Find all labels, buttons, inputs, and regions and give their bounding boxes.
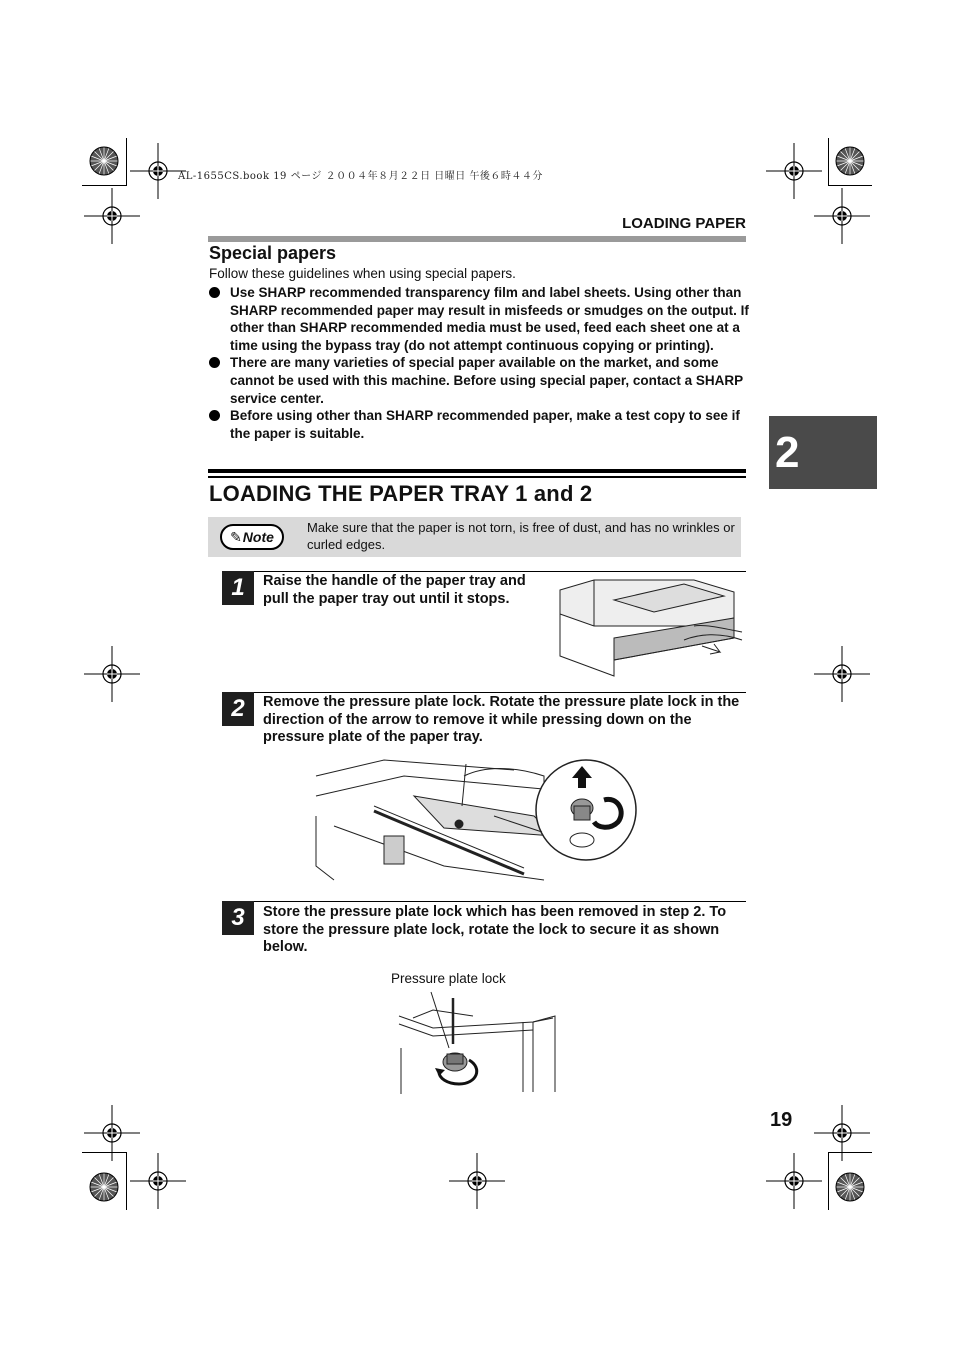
paper-tray-pull-illustration: [554, 578, 744, 682]
step-text: Store the pressure plate lock which has been removed in step 2. To store the pressure plate lock, rotate the lock to secure it as shown below.: [263, 904, 727, 956]
bullet-icon: [209, 357, 220, 368]
section-heading-special-papers: Special papers: [209, 243, 337, 263]
chapter-tab: 2: [769, 416, 877, 489]
step-number: 1: [222, 571, 254, 605]
step-number: 3: [222, 901, 254, 935]
page-title: LOADING THE PAPER TRAY 1 and 2: [209, 481, 593, 506]
step-rule: [222, 571, 746, 572]
pressure-plate-lock-removal-illustration: [314, 756, 639, 884]
bullet-icon: [209, 410, 220, 421]
running-head: LOADING PAPER: [622, 215, 746, 232]
header-rule: [208, 236, 746, 242]
step-rule: [222, 901, 746, 902]
special-papers-list: [209, 284, 749, 442]
special-papers-intro: Follow these guidelines when using special papers.: [209, 266, 516, 281]
step-text: Remove the pressure plate lock. Rotate the pressure plate lock in the direction of the arrow to remove it while pressing down on the pressure plate of the paper tray.: [263, 694, 740, 746]
list-item: Use SHARP recommended transparency film and label sheets. Using other than SHARP recommended paper may result in misfeeds or smudges on the output. If other than SHARP recommended media must be used, feed each sheet one at a time using the bypass tray (do not attempt continuous copying or printing).: [209, 284, 749, 354]
list-item: Before using other than SHARP recommended paper, make a test copy to see if the paper is suitable.: [209, 407, 749, 442]
pencil-icon: ✎: [230, 528, 242, 545]
note-text: Make sure that the paper is not torn, is free of dust, and has no wrinkles or curled edges.: [307, 520, 735, 552]
step-text: Raise the handle of the paper tray and pull the paper tray out until it stops.: [263, 573, 526, 607]
page-number: 19: [770, 1109, 793, 1131]
note-badge: ✎ Note: [220, 524, 284, 550]
section-rule-thick: [208, 469, 746, 473]
step-rule: [222, 692, 746, 693]
pressure-plate-lock-storage-illustration: [393, 988, 563, 1096]
list-item: There are many varieties of special paper available on the market, and some cannot be used with this machine. Before using special paper, contact a SHARP service center.: [209, 354, 749, 407]
bullet-icon: [209, 287, 220, 298]
print-slug: AL-1655CS.book 19 ページ ２００４年８月２２日 日曜日 午後６時４４分: [178, 171, 543, 182]
figure-caption: Pressure plate lock: [391, 971, 506, 986]
step-number: 2: [222, 692, 254, 726]
section-rule-thin: [208, 476, 746, 478]
